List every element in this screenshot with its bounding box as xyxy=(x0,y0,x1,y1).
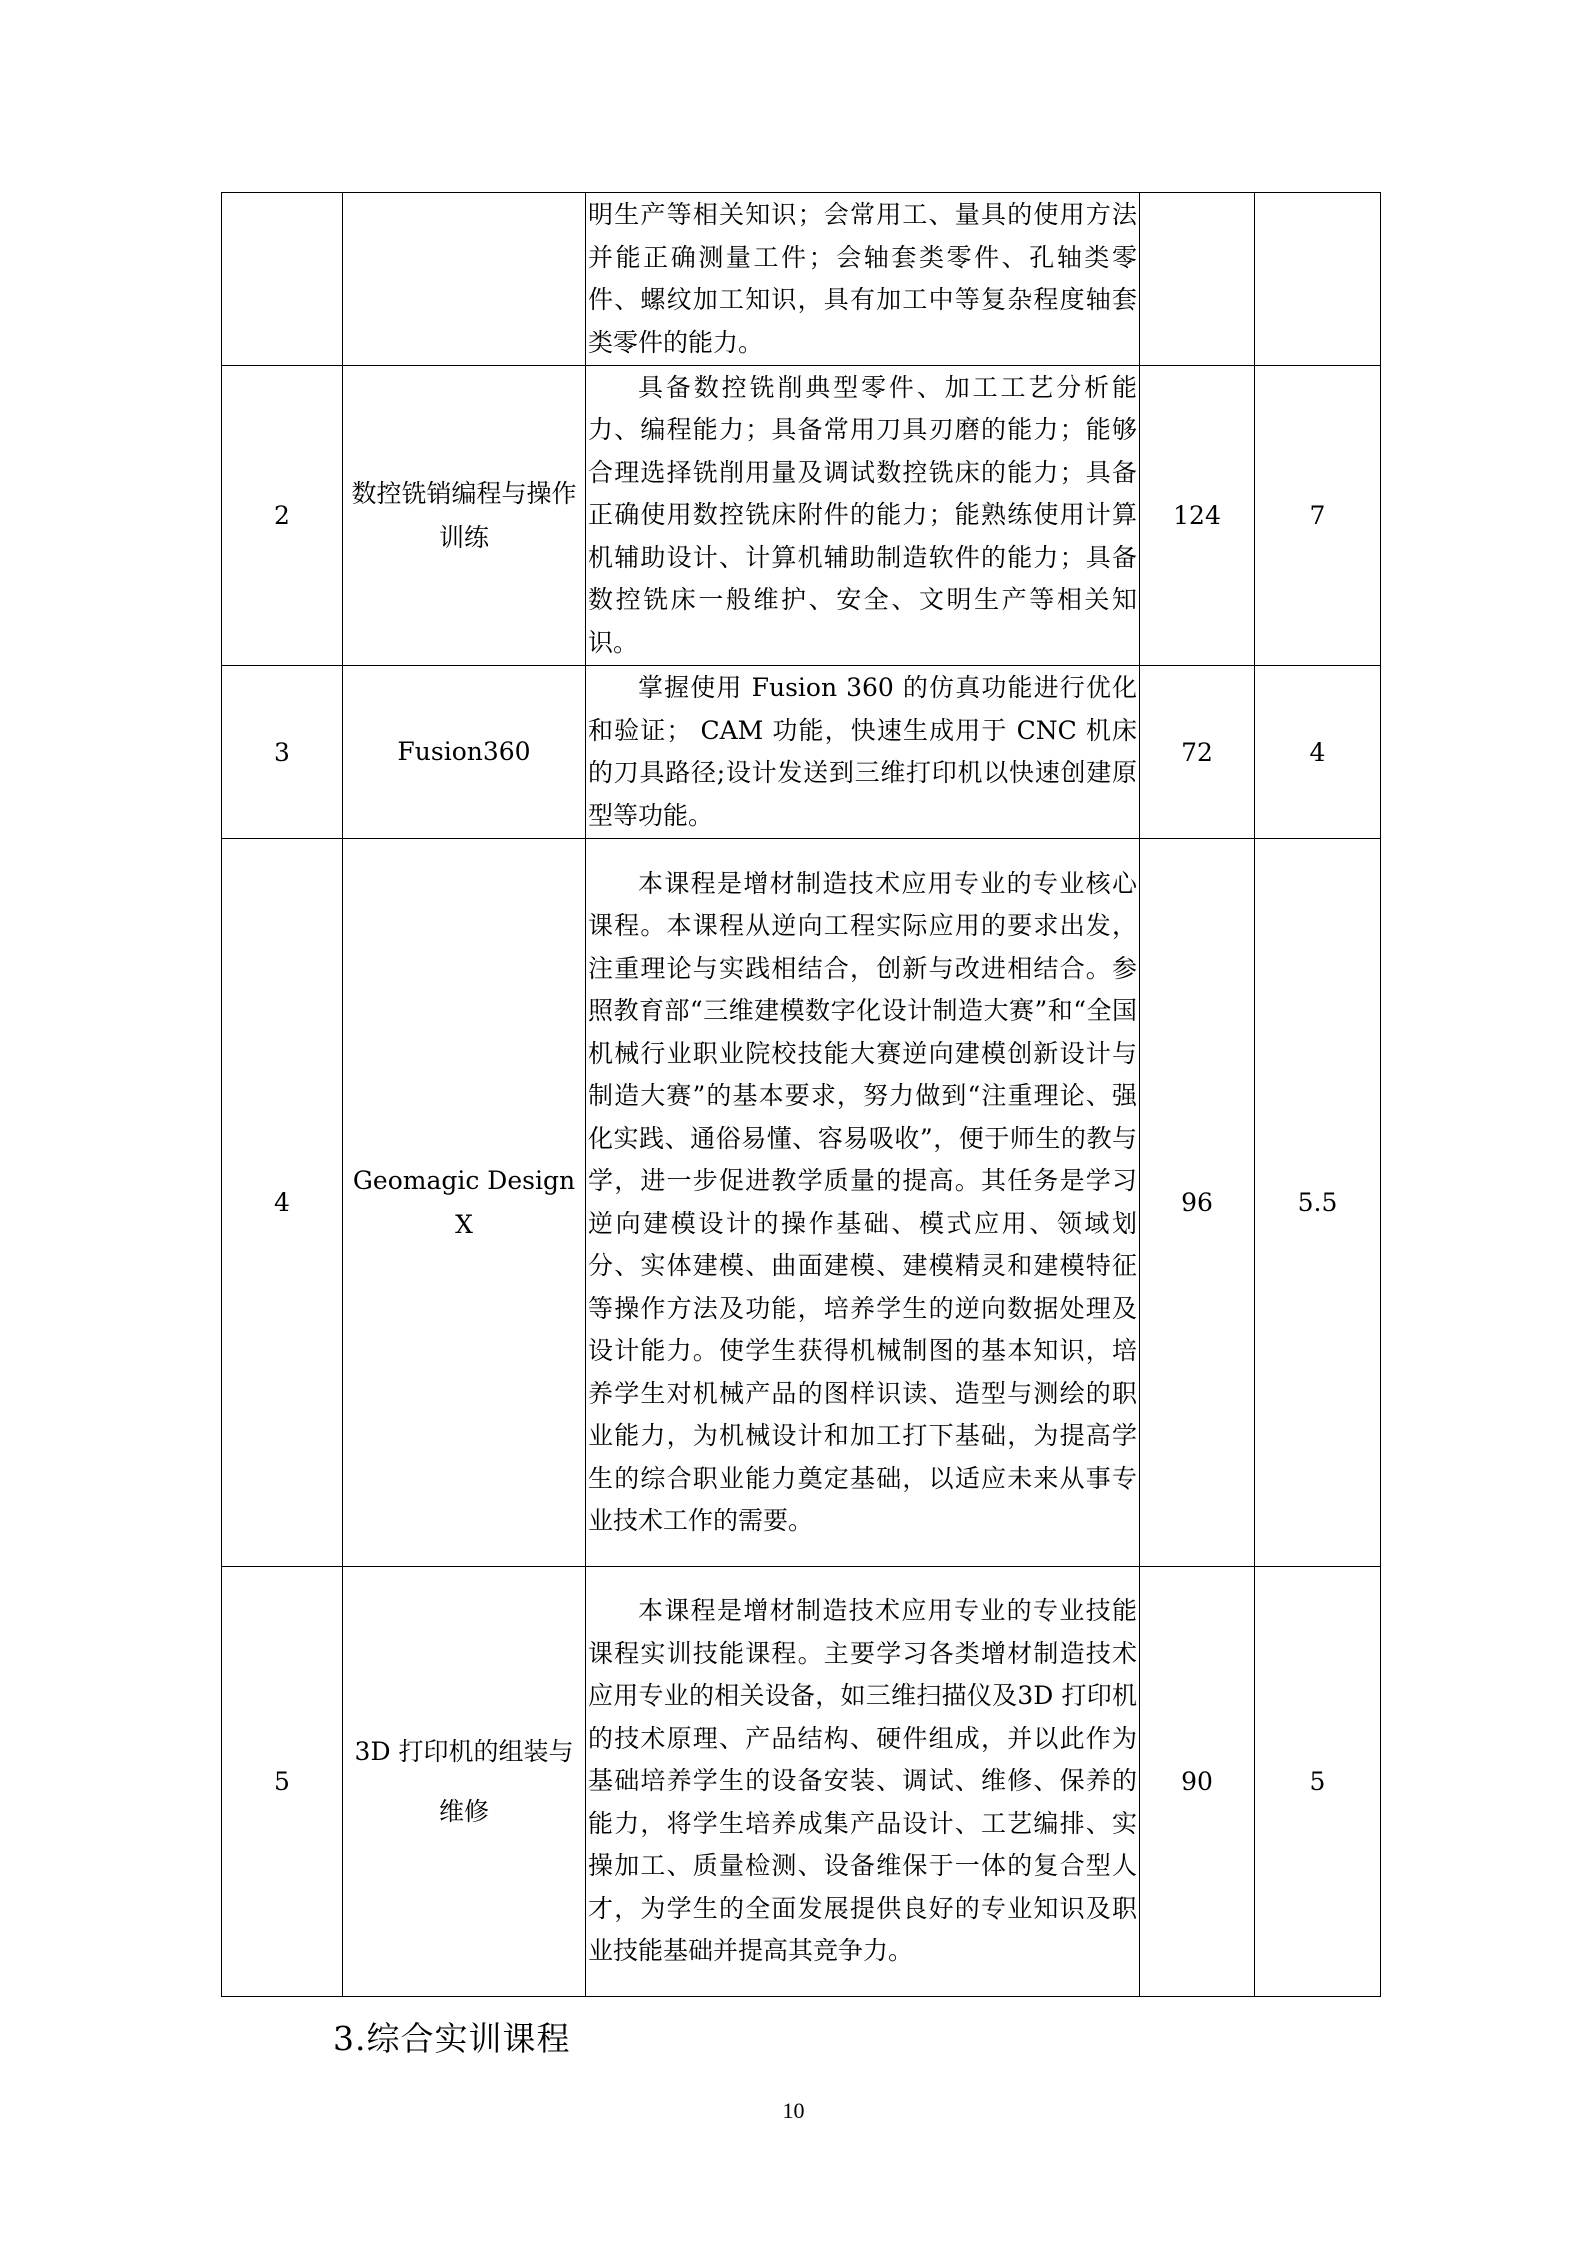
course-description: 掌握使用 Fusion 360 的仿真功能进行优化和验证； CAM 功能，快速生成用于 CNC 机床的刀具路径;设计发送到三维打印机以快速创建原型等功能。 xyxy=(586,666,1140,839)
row-number: 3 xyxy=(222,666,343,839)
course-credits: 5.5 xyxy=(1255,839,1381,1567)
row-number: 2 xyxy=(222,366,343,666)
course-credits: 5 xyxy=(1255,1567,1381,1997)
course-name: 数控铣销编程与操作训练 xyxy=(343,366,586,666)
course-hours: 124 xyxy=(1140,366,1255,666)
table-row xyxy=(222,193,1381,366)
course-description: 本课程是增材制造技术应用专业的专业核心课程。本课程从逆向工程实际应用的要求出发，注重理论与实践相结合，创新与改进相结合。参照教育部“三维建模数字化设计制造大赛”和“全国机械行业职业院校技能大赛逆向建模创新设计与制造大赛”的基本要求，努力做到“注重理论、强化实践、通俗易懂、容易吸收”，便于师生的教与学，进一步促进教学质量的提高。其任务是学习逆向建模设计的操作基础、模式应用、领域划分、实体建模、曲面建模、建模精灵和建模特征等操作方法及功能，培养学生的逆向数据处理及设计能力。使学生获得机械制图的基本知识，培养学生对机械产品的图样识读、造型与测绘的职业能力，为机械设计和加工打下基础，为提高学生的综合职业能力奠定基础，以适应未来从事专业技术工作的需要。 xyxy=(586,839,1140,1567)
course-hours xyxy=(1140,193,1255,366)
row-number: 5 xyxy=(222,1567,343,1997)
page-number: 10 xyxy=(782,2098,805,2123)
course-description: 具备数控铣削典型零件、加工工艺分析能力、编程能力；具备常用刀具刃磨的能力；能够合理选择铣削用量及调试数控铣床的能力；具备正确使用数控铣床附件的能力；能熟练使用计算机辅助设计、计算机辅助制造软件的能力；具备数控铣床一般维护、安全、文明生产等相关知识。 xyxy=(586,366,1140,666)
course-name: Geomagic Design X xyxy=(343,839,586,1567)
course-hours: 72 xyxy=(1140,666,1255,839)
table-row xyxy=(222,839,1381,1567)
course-credits: 4 xyxy=(1255,666,1381,839)
table-row xyxy=(222,666,1381,839)
course-name xyxy=(343,193,586,366)
table-row xyxy=(222,1567,1381,1997)
course-credits: 7 xyxy=(1255,366,1381,666)
course-credits xyxy=(1255,193,1381,366)
course-hours: 96 xyxy=(1140,839,1255,1567)
course-table xyxy=(221,192,1381,1997)
course-name: 3D 打印机的组装与维修 xyxy=(343,1567,586,1997)
course-hours: 90 xyxy=(1140,1567,1255,1997)
row-number xyxy=(222,193,343,366)
course-description: 明生产等相关知识；会常用工、量具的使用方法并能正确测量工件；会轴套类零件、孔轴类零件、螺纹加工知识，具有加工中等复杂程度轴套类零件的能力。 xyxy=(586,193,1140,366)
row-number: 4 xyxy=(222,839,343,1567)
course-description: 本课程是增材制造技术应用专业的专业技能课程实训技能课程。主要学习各类增材制造技术应用专业的相关设备，如三维扫描仪及3D 打印机的技术原理、产品结构、硬件组成，并以此作为基础培养学生的设备安装、调试、维修、保养的能力，将学生培养成集产品设计、工艺编排、实操加工、质量检测、设备维保于一体的复合型人才，为学生的全面发展提供良好的专业知识及职业技能基础并提高其竞争力。 xyxy=(586,1567,1140,1997)
course-name: Fusion360 xyxy=(343,666,586,839)
table-row xyxy=(222,366,1381,666)
section-heading: 3.综合实训课程 xyxy=(333,2019,571,2058)
